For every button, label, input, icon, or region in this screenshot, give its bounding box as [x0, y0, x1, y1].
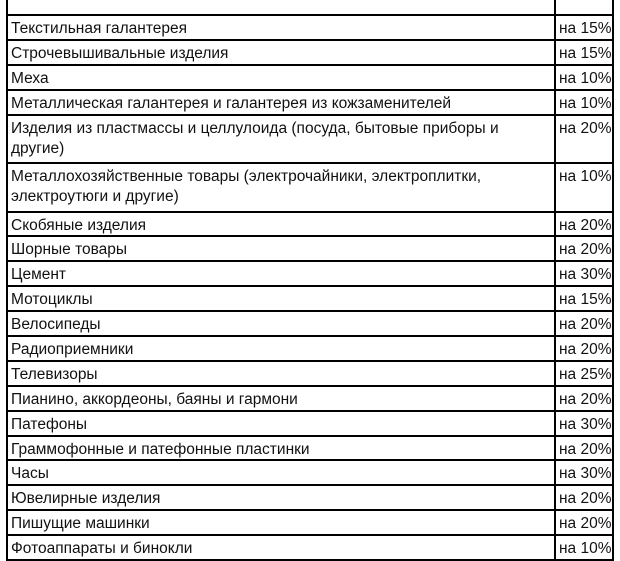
- item-name: Меха: [8, 66, 556, 89]
- reduction-rate: на 20%: [556, 511, 614, 534]
- reduction-rate: на 20%: [556, 387, 614, 410]
- item-name: Скобяные изделия: [8, 213, 556, 236]
- item-name: Граммофонные и патефонные пластинки: [8, 437, 556, 460]
- item-name: Текстильная галантерея: [8, 16, 556, 39]
- item-name: [8, 0, 556, 14]
- table-row: [8, 262, 614, 287]
- reduction-rate: [556, 0, 614, 14]
- reduction-rate: на 20%: [556, 237, 614, 260]
- item-name: Фотоаппараты и бинокли: [8, 536, 556, 559]
- reduction-rate: на 20%: [556, 116, 614, 163]
- table-row: [8, 164, 614, 213]
- item-name: Часы: [8, 461, 556, 484]
- reduction-rate: на 20%: [556, 337, 614, 360]
- item-name: Изделия из пластмассы и целлулоида (посуда, бытовые приборы и другие): [8, 116, 556, 163]
- item-name: Мотоциклы: [8, 287, 556, 310]
- table-row: [8, 287, 614, 312]
- reduction-rate: на 10%: [556, 66, 614, 89]
- table-row: [8, 91, 614, 116]
- table-row: [8, 312, 614, 337]
- reduction-rate: на 15%: [556, 16, 614, 39]
- table-row: [8, 337, 614, 362]
- reduction-rate: на 25%: [556, 362, 614, 385]
- table-row: [8, 536, 614, 561]
- item-name: Металлохозяйственные товары (электрочайники, электроплитки, электроутюги и другие): [8, 164, 556, 211]
- reduction-rate: на 10%: [556, 91, 614, 114]
- table-row: [8, 362, 614, 387]
- table-row: [8, 486, 614, 511]
- item-name: Телевизоры: [8, 362, 556, 385]
- item-name: Шорные товары: [8, 237, 556, 260]
- item-name: Пианино, аккордеоны, баяны и гармони: [8, 387, 556, 410]
- table-row: [8, 66, 614, 91]
- reduction-rate: на 20%: [556, 213, 614, 236]
- table-row: [8, 461, 614, 486]
- table-row: [8, 437, 614, 462]
- reduction-rate: на 20%: [556, 486, 614, 509]
- reduction-rate: на 20%: [556, 437, 614, 460]
- reduction-rate: на 10%: [556, 536, 614, 559]
- item-name: Строчевышивальные изделия: [8, 41, 556, 64]
- table-row: [8, 511, 614, 536]
- table-row: [8, 387, 614, 412]
- reduction-rate: на 20%: [556, 312, 614, 335]
- table-row: [8, 213, 614, 238]
- item-name: Пишущие машинки: [8, 511, 556, 534]
- reduction-rate: на 10%: [556, 164, 614, 211]
- table-row-partial: [8, 0, 614, 16]
- reduction-rate: на 30%: [556, 461, 614, 484]
- table-row: [8, 41, 614, 66]
- table-row: [8, 16, 614, 41]
- table-row: [8, 116, 614, 165]
- price-reduction-table: [6, 0, 614, 561]
- reduction-rate: на 15%: [556, 287, 614, 310]
- item-name: Патефоны: [8, 412, 556, 435]
- item-name: Ювелирные изделия: [8, 486, 556, 509]
- reduction-rate: на 30%: [556, 262, 614, 285]
- table-row: [8, 237, 614, 262]
- item-name: Радиоприемники: [8, 337, 556, 360]
- reduction-rate: на 15%: [556, 41, 614, 64]
- item-name: Цемент: [8, 262, 556, 285]
- table-row: [8, 412, 614, 437]
- item-name: Металлическая галантерея и галантерея из кожзаменителей: [8, 91, 556, 114]
- item-name: Велосипеды: [8, 312, 556, 335]
- reduction-rate: на 30%: [556, 412, 614, 435]
